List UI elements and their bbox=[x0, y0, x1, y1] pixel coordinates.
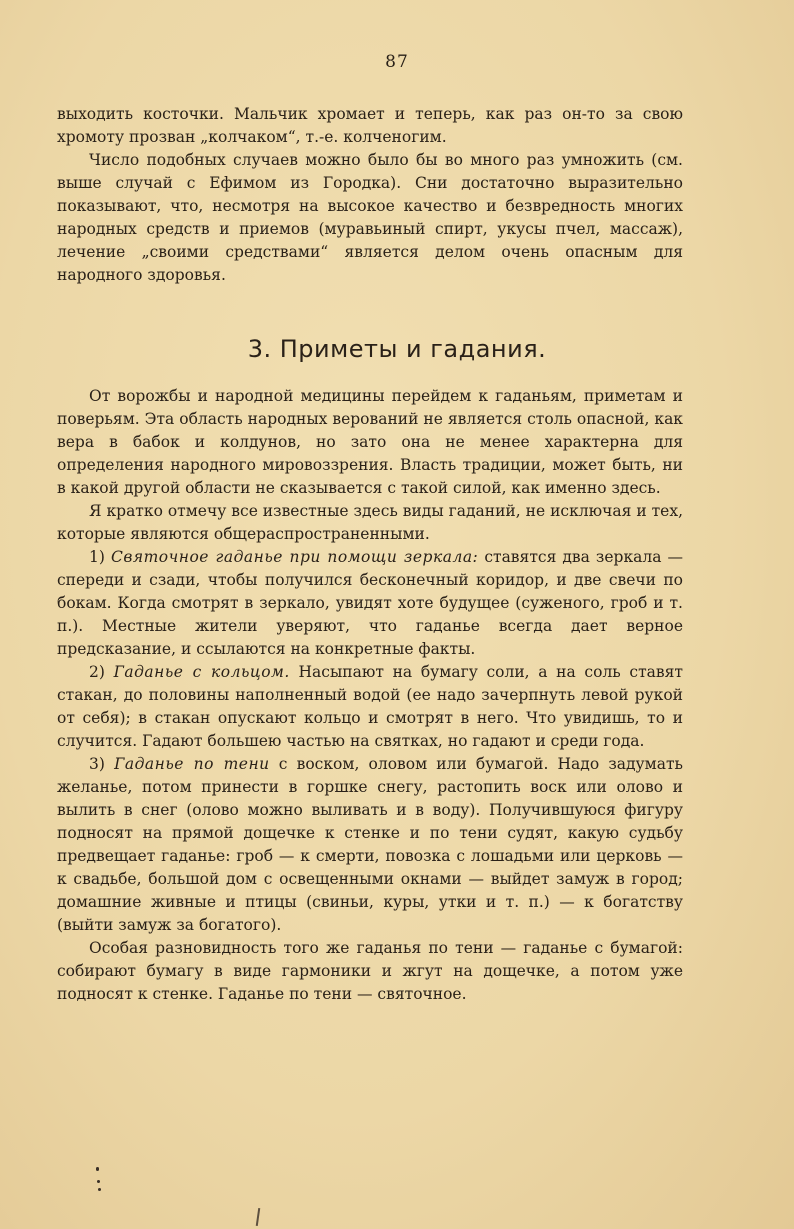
list-item-number: 1) bbox=[89, 548, 105, 566]
paragraph-paper-variant: Особая разновидность того же гаданья по тени — гаданье с бумагой: собирают бумагу в виде гармоники и жгут на дощечке, а потом уже подносят к стенке. Гаданье по тени — святочное. bbox=[57, 939, 683, 1003]
list-item-ring bbox=[57, 661, 683, 753]
list-item-number: 3) bbox=[89, 755, 105, 773]
list-item-number: 2) bbox=[89, 663, 105, 681]
section-heading: 3. Приметы и гадания. bbox=[247, 335, 547, 363]
top-text-block bbox=[57, 103, 683, 287]
list-item-shadow bbox=[57, 753, 683, 937]
list-item-text: Насыпают на бумагу соли, а на соль ставят стакан, до половины наполненный водой (ее надо зачерпнуть левой рукой от себя); в стакан опускают кольцо и смотрят в него. Что увидишь, то и случится. Гадают большею частью на святках, но гадают и среди года. bbox=[57, 663, 683, 750]
list-item-mirror bbox=[57, 546, 683, 661]
scan-speck bbox=[98, 1188, 101, 1191]
list-item-text: с воском, оловом или бумагой. Надо задумать желанье, потом принести в горшке снегу, растопить воск или олово и вылить в снег (олово можно выливать и в воду). Получившуюся фигуру подносят на прямой дощечке к стенке и по тени судят, какую судьбу предвещает гаданье: гроб — к смерти, повозка с лошадьми или церковь — к свадьбе, большой дом с освещенными окнами — выйдет замуж в город; домашние живные и птицы (свиньи, куры, утки и т. п.) — к богатству (выйти замуж за богатого). bbox=[57, 755, 683, 934]
list-item-title: Гаданье с кольцом. bbox=[113, 663, 290, 681]
paragraph-intro: От ворожбы и народной медицины перейдем к гаданьям, приметам и поверьям. Эта область народных верований не является столь опасной, как вера в бабок и колдунов, но зато она не менее характерна для определения народного мировоззрения. Власть традиции, может быть, ни в какой другой области не сказывается с такой силой, как именно здесь. bbox=[57, 387, 683, 497]
scan-speck bbox=[97, 1180, 100, 1183]
scan-speck bbox=[96, 1167, 99, 1171]
page-number: 87 bbox=[385, 52, 409, 72]
paragraph-case-summary: Число подобных случаев можно было бы во много раз умножить (см. выше случай с Ефимом из Городка). Сни достаточно выразительно показывают, что, несмотря на высокое качество и безвредность многих народных средств и приемов (муравьиный спирт, укусы пчел, массаж), лечение „своими средствами“ является делом очень опасным для народного здоровья. bbox=[57, 151, 683, 284]
section-text-block bbox=[57, 385, 683, 1006]
paragraph-continuation: выходить косточки. Мальчик хромает и теперь, как раз он-то за свою хромоту прозван „колчаком“, т.-е. колченогим. bbox=[57, 105, 683, 146]
paragraph-list-intro: Я кратко отмечу все известные здесь виды гаданий, не исключая и тех, которые являются общераспространенными. bbox=[57, 502, 683, 543]
list-item-title: Гаданье по тени bbox=[114, 755, 270, 773]
scan-scratch bbox=[256, 1208, 260, 1226]
list-item-title: Святочное гаданье при помощи зеркала: bbox=[110, 548, 479, 566]
list-item-text: ставятся два зеркала — спереди и сзади, чтобы получился бесконечный коридор, и две свечи по бокам. Когда смотрят в зеркало, увидят хоте будущее (суженого, гроб и т. п.). Местные жители уверяют, что гаданье всегда дает верное предсказание, и ссылаются на конкретные факты. bbox=[57, 548, 683, 658]
